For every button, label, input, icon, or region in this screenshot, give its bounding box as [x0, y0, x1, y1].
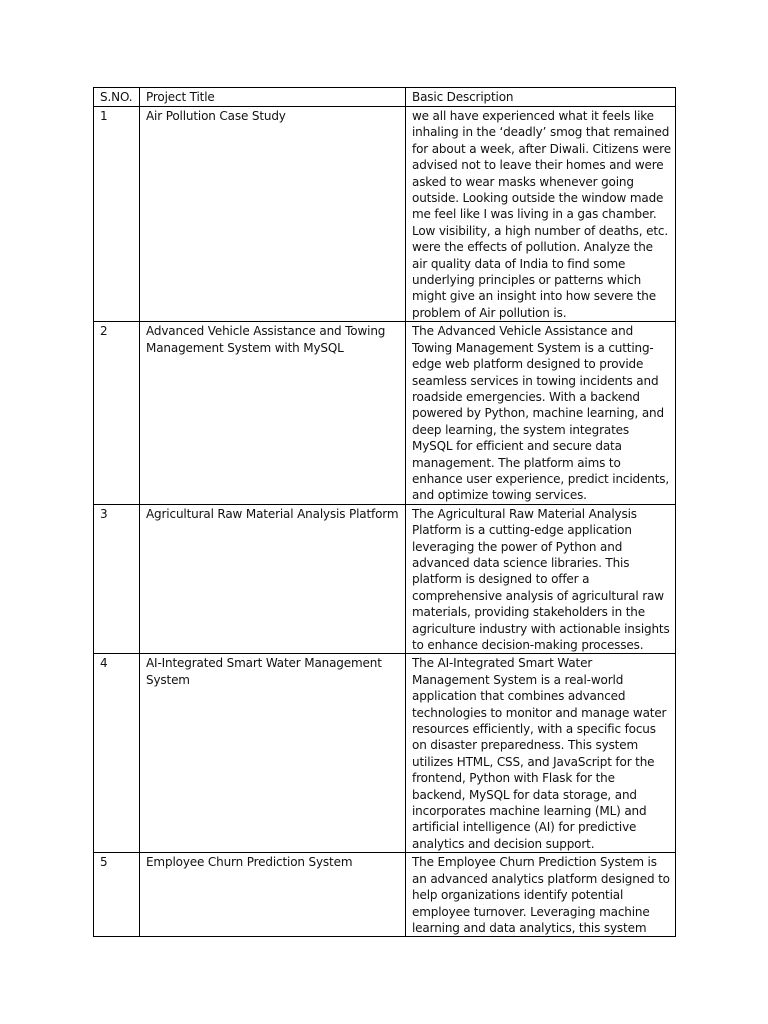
- cell-project-title: Agricultural Raw Material Analysis Platform: [140, 504, 406, 654]
- cell-description: The AI-Integrated Smart Water Management System is a real-world application that combines advanced technologies to monitor and manage water resources efficiently, with a specific focus on disaster preparedness. This system utilizes HTML, CSS, and JavaScript for the frontend, Python with Flask for the backend, MySQL for data storage, and incorporates machine learning (ML) and artificial intelligence (AI) for predictive analytics and decision support.: [406, 654, 676, 853]
- cell-project-title: Air Pollution Case Study: [140, 107, 406, 322]
- cell-sno: 2: [94, 322, 140, 504]
- table-row: [94, 107, 676, 322]
- header-basic-description: Basic Description: [406, 88, 676, 107]
- table-row: [94, 853, 676, 937]
- cell-description: we all have experienced what it feels like inhaling in the ‘deadly’ smog that remained for about a week, after Diwali. Citizens were advised not to leave their homes and were asked to wear masks whenever going outside. Looking outside the window made me feel like I was living in a gas chamber. Low visibility, a high number of deaths, etc. were the effects of pollution. Analyze the air quality data of India to find some underlying principles or patterns which might give an insight into how severe the problem of Air pollution is.: [406, 107, 676, 322]
- table-row: [94, 322, 676, 504]
- cell-description: The Employee Churn Prediction System is an advanced analytics platform designed to help organizations identify potential employee turnover. Leveraging machine learning and data analytics, this system: [406, 853, 676, 937]
- cell-sno: 4: [94, 654, 140, 853]
- cell-description: The Agricultural Raw Material Analysis Platform is a cutting-edge application leveraging the power of Python and advanced data science libraries. This platform is designed to offer a comprehensive analysis of agricultural raw materials, providing stakeholders in the agriculture industry with actionable insights to enhance decision-making processes.: [406, 504, 676, 654]
- table-row: [94, 504, 676, 654]
- cell-project-title: AI-Integrated Smart Water Management System: [140, 654, 406, 853]
- table-row: [94, 654, 676, 853]
- table-header: [94, 88, 676, 107]
- cell-project-title: Advanced Vehicle Assistance and Towing Management System with MySQL: [140, 322, 406, 504]
- cell-project-title: Employee Churn Prediction System: [140, 853, 406, 937]
- cell-description: The Advanced Vehicle Assistance and Towing Management System is a cutting-edge web platform designed to provide seamless services in towing incidents and roadside emergencies. With a backend powered by Python, machine learning, and deep learning, the system integrates MySQL for efficient and secure data management. The platform aims to enhance user experience, predict incidents, and optimize towing services.: [406, 322, 676, 504]
- cell-sno: 5: [94, 853, 140, 937]
- header-row: [94, 88, 676, 107]
- cell-sno: 3: [94, 504, 140, 654]
- header-project-title: Project Title: [140, 88, 406, 107]
- project-table: [93, 87, 676, 937]
- cell-sno: 1: [94, 107, 140, 322]
- header-sno: S.NO.: [94, 88, 140, 107]
- table-body: [94, 107, 676, 937]
